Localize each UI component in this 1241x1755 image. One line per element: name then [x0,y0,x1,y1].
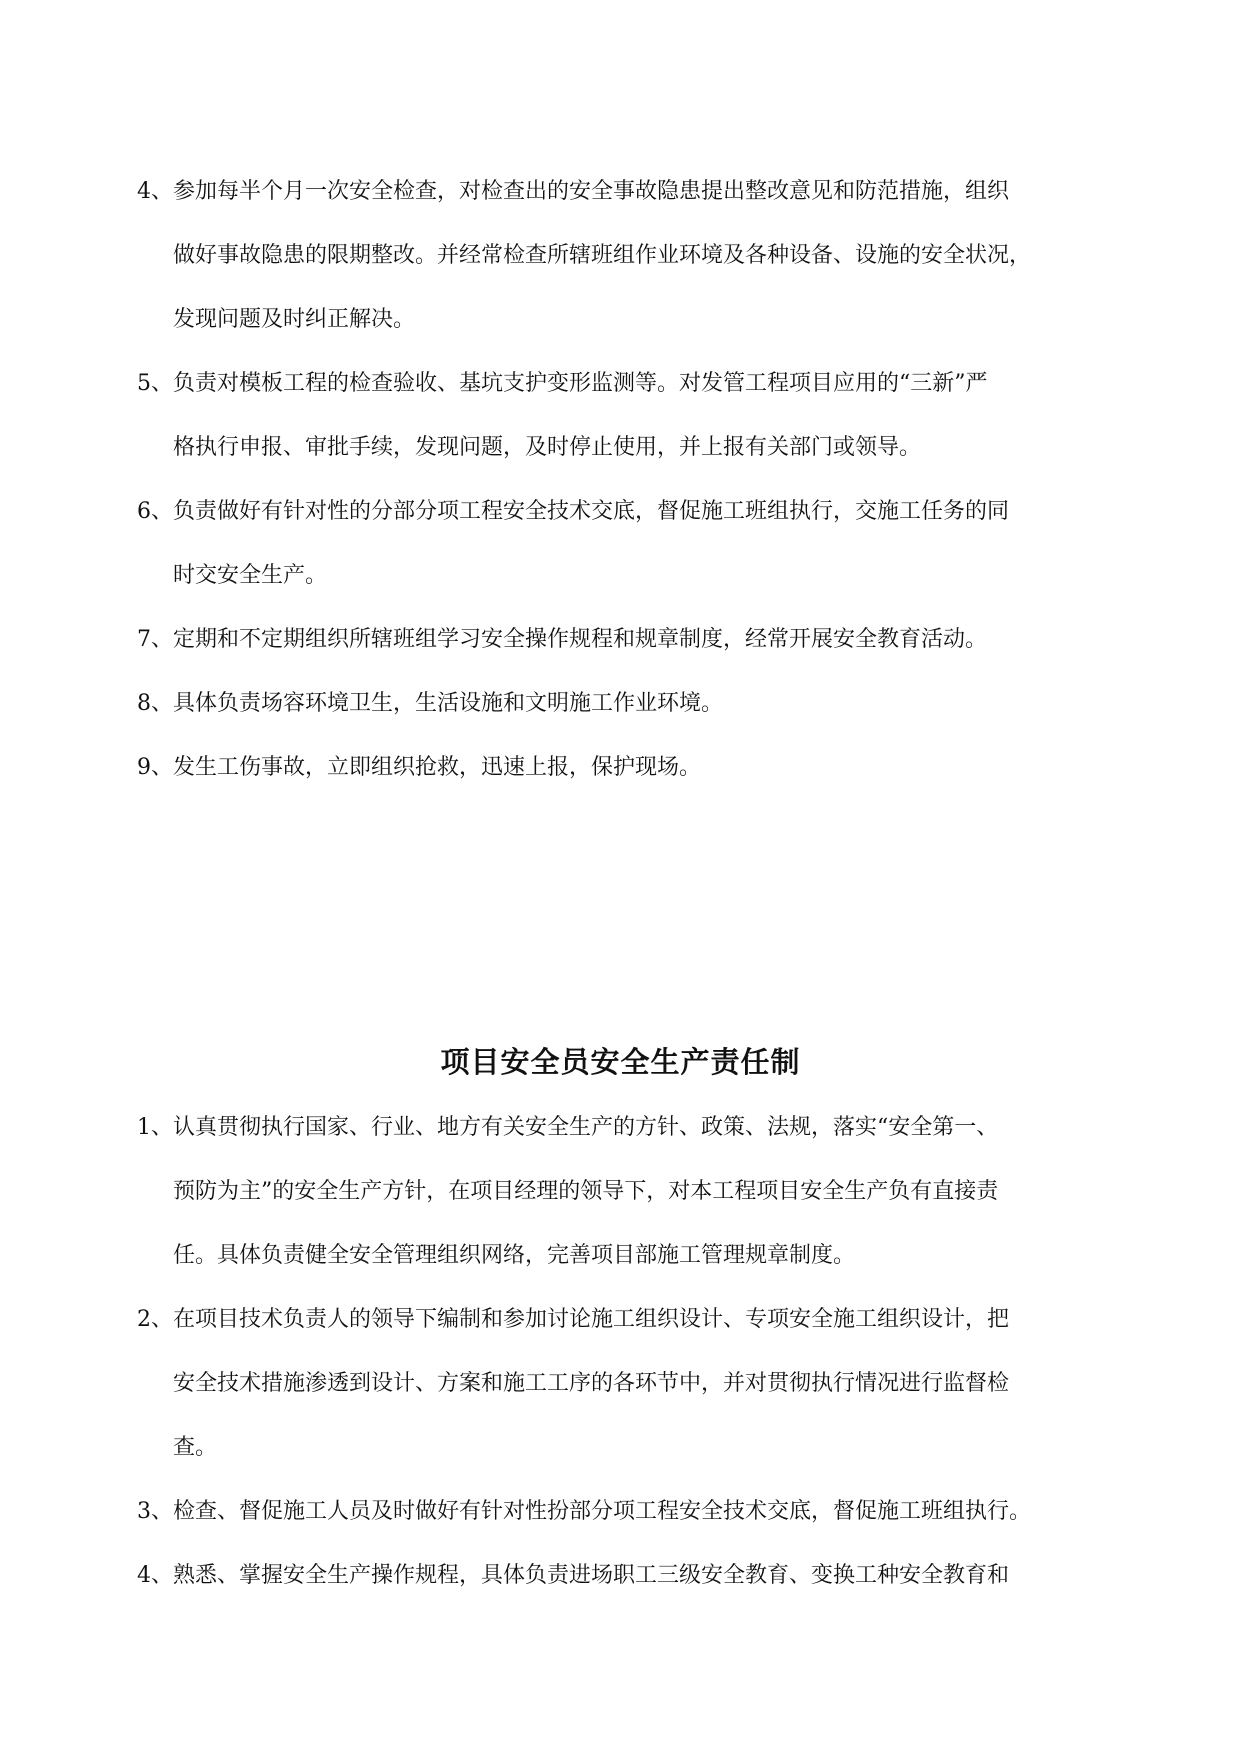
item-number: 8、 [137,691,173,716]
item-line: 熟悉、掌握安全生产操作规程，具体负责进场职工三级安全教育、变换工种安全教育和 [173,1563,1010,1588]
item-number: 3、 [137,1499,173,1524]
item-line: 安全技术措施渗透到设计、方案和施工工序的各环节中，并对贯彻执行情况进行监督检 [173,1371,1010,1396]
item-line: 负责做好有针对性的分部分项工程安全技术交底，督促施工班组执行，交施工任务的同 [173,499,1010,524]
item-line: 查。 [173,1435,218,1460]
item-line: 负责对模板工程的检查验收、基坑支护变形监测等。对发管工程项目应用的“三新”严 [173,371,988,396]
item-line: 发生工伤事故，立即组织抢救，迅速上报，保护现场。 [173,755,702,780]
list-item [137,1096,1117,1288]
item-line: 在项目技术负责人的领导下编制和参加讨论施工组织设计、专项安全施工组织设计，把 [173,1307,1010,1332]
item-text [137,1096,1117,1288]
item-number: 5、 [137,371,173,396]
list-item [137,1480,1117,1544]
item-text [137,1544,1117,1608]
item-line: 检查、督促施工人员及时做好有针对性扮部分项工程安全技术交底，督促施工班组执行。 [173,1499,1032,1524]
item-text [137,1288,1117,1480]
list-item [137,608,1117,672]
item-line: 任。具体负责健全安全管理组织网络，完善项目部施工管理规章制度。 [173,1243,856,1268]
item-number: 4、 [137,1563,173,1588]
list-item [137,736,1117,800]
list-item [137,160,1117,352]
item-line: 预防为主”的安全生产方针，在项目经理的领导下，对本工程项目安全生产负有直接责 [173,1179,999,1204]
item-line: 参加每半个月一次安全检查，对检查出的安全事故隐患提出整改意见和防范措施，组织 [173,179,1010,204]
section-heading: 项目安全员安全生产责任制 [440,1045,801,1079]
item-line: 发现问题及时纠正解决。 [173,307,416,332]
item-line: 定期和不定期组织所辖班组学习安全操作规程和规章制度，经常开展安全教育活动。 [173,627,988,652]
item-line: 认真贯彻执行国家、行业、地方有关安全生产的方针、政策、法规，落实“安全第一、 [173,1115,999,1140]
item-text [137,480,1117,608]
item-text [137,736,1117,800]
list-item [137,1288,1117,1480]
item-number: 1、 [137,1115,173,1140]
list-item [137,672,1117,736]
item-number: 4、 [137,179,173,204]
item-number: 9、 [137,755,173,780]
item-line: 做好事故隐患的限期整改。并经常检查所辖班组作业环境及各种设备、设施的安全状况， [173,243,1032,268]
item-text [137,672,1117,736]
item-line: 时交安全生产。 [173,563,328,588]
item-number: 2、 [137,1307,173,1332]
list-item [137,1544,1117,1608]
item-text [137,160,1117,352]
item-text [137,608,1117,672]
safety-officer-responsibility-list [0,1096,1241,1608]
item-number: 7、 [137,627,173,652]
responsibility-list-continued [0,160,1241,800]
list-item [137,480,1117,608]
item-line: 格执行申报、审批手续，发现问题，及时停止使用，并上报有关部门或领导。 [173,435,922,460]
item-number: 6、 [137,499,173,524]
list-item [137,352,1117,480]
item-text [137,352,1117,480]
item-text [137,1480,1117,1544]
item-line: 具体负责场容环境卫生，生活设施和文明施工作业环境。 [173,691,724,716]
